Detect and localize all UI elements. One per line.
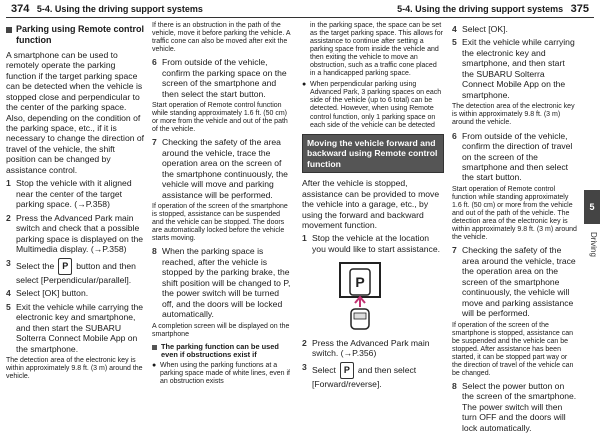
right-page-title: 5-4. Using the driving support systems — [397, 4, 564, 14]
step-2: 2 Press the Advanced Park main switch. (→P.356) — [302, 337, 430, 359]
parking-button-icon: P — [58, 258, 72, 275]
note-text: A completion screen will be displayed on the smartphone — [152, 322, 290, 338]
step-4: 4 Select [OK] button. — [6, 288, 89, 299]
step-6: 6 From outside of the vehicle, confirm the direction of travel on the screen of the smartphone and then select the start button. — [452, 130, 573, 183]
note-text: in the parking space, the space can be set as the target parking space. This allows for assistance to continue after setting a parking space from inside the vehicle and then exiting the vehicle to move an obstruction, such as a traffic cone placed in a handicapped parking space. — [310, 22, 443, 78]
column-3 — [302, 22, 444, 392]
header-divider — [6, 17, 594, 18]
intro-text: After the vehicle is stopped, assistance can be provided to move the vehicle into a garage, etc., by using the forward and backward movement function. — [302, 178, 440, 230]
step-2: 2 Press the Advanced Park main switch and check that a possible parking space is displayed on the Multimedia display. (→P.358) — [6, 212, 144, 255]
step-3: 3 Select the P button and then select [Perpendicular/parallel]. — [6, 257, 136, 285]
note-text: If there is an obstruction in the path of the vehicle, move it before parking the vehicle. A traffic cone can also be moved after exit the vehicle. — [152, 22, 291, 54]
step-1: 1 Stop the vehicle at the location you would like to start assistance. — [302, 233, 441, 254]
svg-text:P: P — [355, 274, 365, 291]
step-6: 6 From outside of the vehicle, confirm the parking space on the screen of the smartphone and then select the start button. — [152, 57, 287, 99]
note-text: If operation of the screen of the smartphone is stopped, assistance can be suspended and the vehicle can be stopped. The doors are automatically locked before the vehicle starts moving. — [152, 203, 288, 243]
square-bullet-icon — [6, 27, 12, 33]
garage-parking-illustration — [334, 259, 386, 331]
step-7: 7 Checking the safety of the area around the vehicle, trace the operation area on the screen of the smartphone continuously, the vehicle will move and parking assistance will be performed. — [152, 137, 288, 200]
left-page-number: 374 — [11, 3, 30, 15]
right-page-number: 375 — [570, 3, 589, 15]
note-text: The detection area of the electronic key is within approximately 9.8 ft. (3 m) around the vehicle. — [6, 357, 143, 381]
note-text: Start operation of Remote control function while standing approximately 1.6 ft. (50 cm) or more from the vehicle and out of the path of the vehicle. — [152, 102, 288, 134]
step-8: 8 When the parking space is reached, after the vehicle is stopped by the parking brake, the shift position will be changed to P, the power switch will be turned off, and the doors will be locked automatically. — [152, 246, 291, 320]
step-1: 1 Stop the vehicle with it aligned near the center of the target parking space. (→P.358) — [6, 178, 132, 210]
left-page-title: 5-4. Using the driving support systems — [36, 4, 203, 14]
intro-text: A smartphone can be used to remotely operate the parking function if the target parking space can be detected when the vehicle is stopped close and perpendicular to the center of the parking space. Also, depending on the condition of the parking space, etc., if it is necessary to change the direction of travel of the vehicle, the shift position can be changed by assistance control. — [6, 49, 145, 175]
note-text: If operation of the screen of the smartphone is stopped, assistance can be suspended and the vehicle can be stopped. After assistance has been started, it can be stopped part way or the direction of travel of the vehicle can be changed. — [452, 321, 574, 377]
chapter-tab: 5 — [584, 190, 600, 224]
step-7: 7 Checking the safety of the area around the vehicle, trace the operation area on the screen of the smartphone continuously, the vehicle will move and parking assistance will be performed. — [452, 245, 576, 319]
chapter-label: Driving — [589, 232, 598, 257]
step-5: 5 Exit the vehicle while carrying the electronic key and smartphone, and then start the SUBARU Solterra Connect Mobile App on the smartphone. — [6, 301, 144, 354]
parking-button-icon: P — [340, 362, 354, 379]
sub-heading: The parking function can be used even if obstructions exist if — [152, 343, 292, 360]
note-text: The detection area of the electronic key is within approximately 9.8 ft. (3 m) around the vehicle. — [452, 103, 575, 127]
step-5: 5 Exit the vehicle while carrying the electronic key and smartphone, and then start the SUBARU Solterra Connect Mobile App on the smartphone. — [452, 37, 575, 100]
step-8: 8 Select the power button on the screen of the smartphone. The power switch will then turn OFF and the doors will lock automatically. — [452, 381, 577, 433]
column-4 — [452, 24, 577, 436]
left-page-header — [6, 3, 203, 15]
note-text: Start operation of Remote control function while standing approximately 1.6 ft. (50 cm) or more from the vehicle and out of the path of the vehicle. The detection area of the electronic key is within approximately 9.8 ft. (3 m) around the vehicle. — [452, 185, 577, 242]
step-4: 4 Select [OK]. — [452, 24, 508, 34]
bullet-item: ● When using the parking functions at a parking space made of white lines, even if an obstruction exists — [152, 361, 290, 386]
column-2 — [152, 22, 292, 386]
section-heading: Parking using Remote control function — [6, 24, 146, 46]
section-heading-box: Moving the vehicle forward and backward using Remote control function — [302, 134, 444, 173]
bullet-item: ● When perpendicular parking using Advanced Park, 3 parking spaces on each side of the vehicle (up to 6 total) can be detected. However, when using Remote control function, only 1 parking space on each side of the vehicle can be detected — [302, 81, 442, 129]
right-page-header — [397, 3, 594, 15]
column-1 — [6, 24, 146, 384]
square-bullet-icon — [152, 345, 157, 350]
step-3: 3 Select P and then select [Forward/reverse]. — [302, 361, 417, 389]
